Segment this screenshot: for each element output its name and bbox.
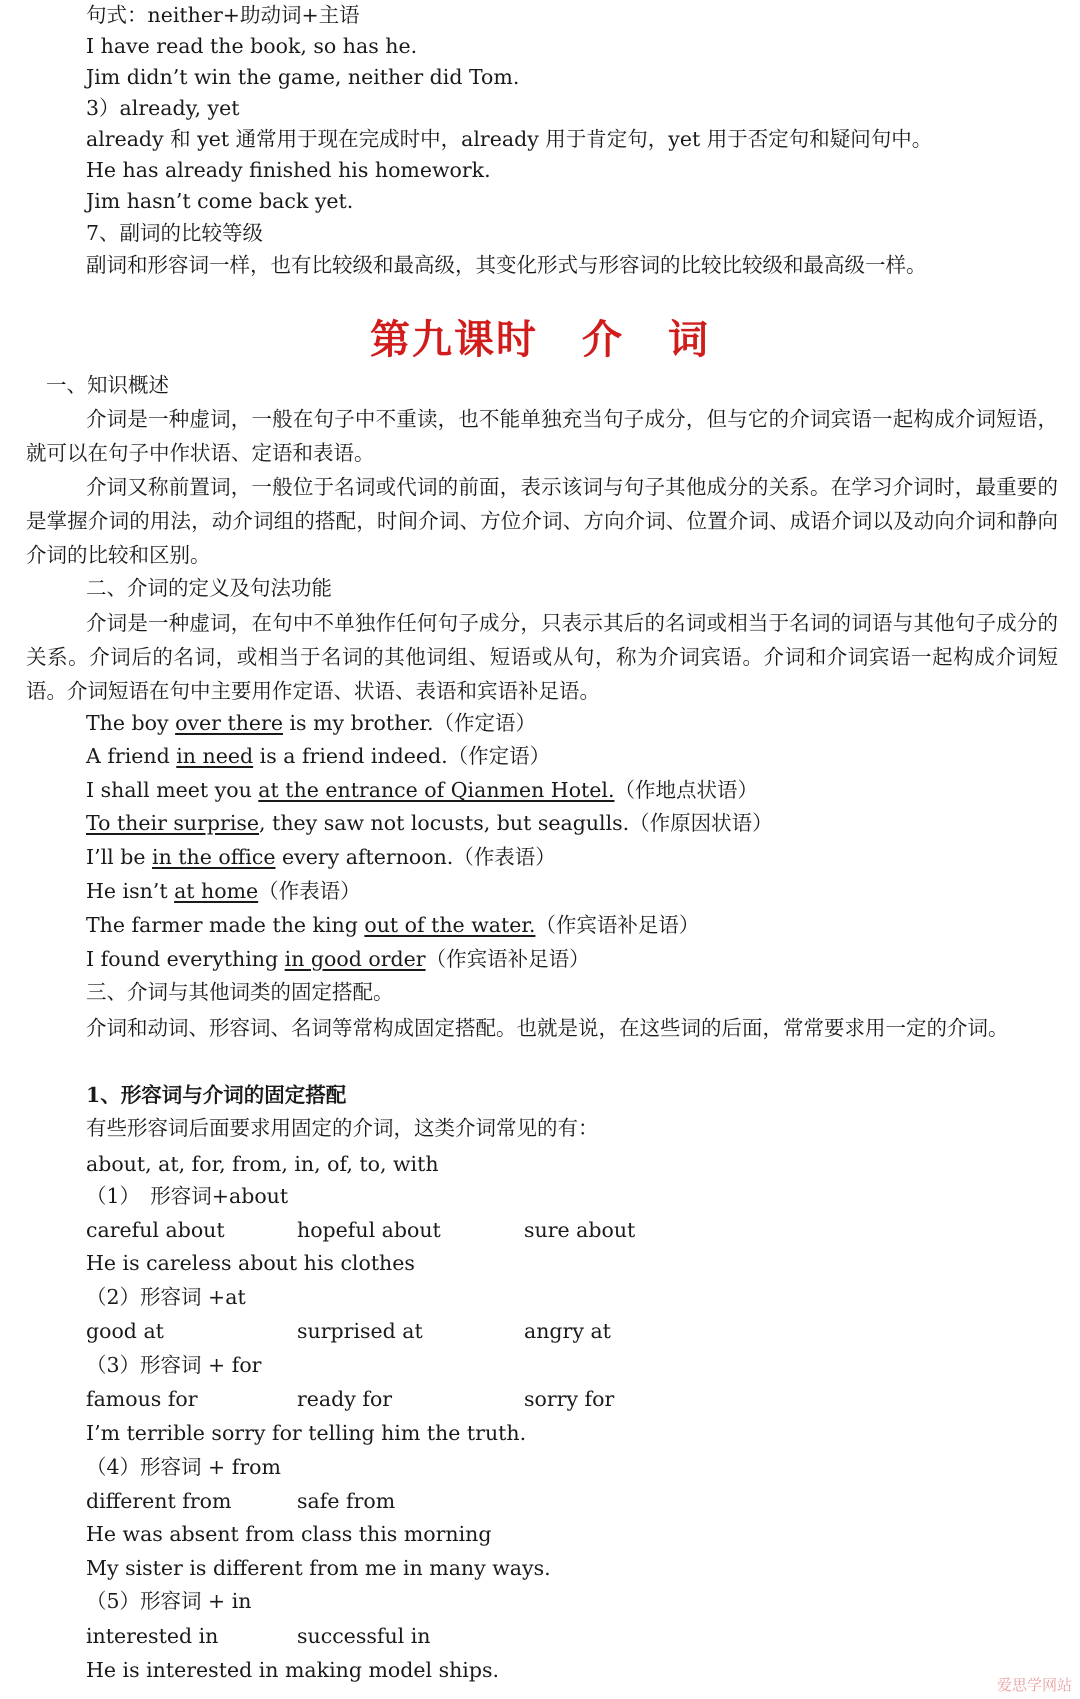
- collocation: successful in: [297, 1624, 431, 1648]
- collocation: sorry for: [524, 1387, 615, 1411]
- example-sentence: A friend in need is a friend indeed.（作定语）: [86, 744, 551, 768]
- example-sentence: I’ll be in the office every afternoon.（作表语）: [86, 845, 556, 869]
- example-sentence: The farmer made the king out of the water.（作宾语补足语）: [86, 913, 700, 937]
- collocation: different from: [86, 1489, 232, 1513]
- lesson-title: [0, 308, 1080, 365]
- collocation: interested in: [86, 1624, 219, 1648]
- title-part: 介: [582, 317, 624, 363]
- collocation: hopeful about: [297, 1218, 441, 1242]
- example-sentence: He was absent from class this morning: [86, 1522, 492, 1546]
- group-label: （3）形容词 + for: [86, 1353, 262, 1377]
- title-part: 第九课时: [370, 317, 538, 363]
- preposition-list: about, at, for, from, in, of, to, with: [86, 1152, 439, 1176]
- section-heading: 一、知识概述: [46, 373, 169, 397]
- watermark: 爱思学网站: [996, 1676, 1072, 1694]
- paragraph: 介词和动词、形容词、名词等常构成固定搭配。也就是说，在这些词的后面，常常要求用一定的介词。: [86, 1016, 1009, 1040]
- text-line: Jim didn’t win the game, neither did Tom.: [86, 65, 520, 89]
- example-sentence: He isn’t at home（作表语）: [86, 879, 361, 903]
- example-sentence: He is interested in making model ships.: [86, 1658, 500, 1682]
- text-line: already 和 yet 通常用于现在完成时中，already 用于肯定句，yet 用于否定句和疑问句中。: [86, 127, 933, 151]
- collocation: famous for: [86, 1387, 198, 1411]
- collocation: careful about: [86, 1218, 225, 1242]
- section-heading: 三、介词与其他词类的固定搭配。: [86, 980, 394, 1004]
- text-line: 副词和形容词一样，也有比较级和最高级，其变化形式与形容词的比较比较级和最高级一样。: [86, 253, 927, 277]
- collocation: angry at: [524, 1319, 611, 1343]
- example-sentence: He is careless about his clothes: [86, 1251, 415, 1275]
- group-label: （4）形容词 + from: [86, 1455, 281, 1479]
- collocation: ready for: [297, 1387, 393, 1411]
- text-line: Jim hasn’t come back yet.: [86, 189, 354, 213]
- group-label: （2）形容词 +at: [86, 1285, 246, 1309]
- group-label: （5）形容词 + in: [86, 1589, 252, 1613]
- text-line: I have read the book, so has he.: [86, 34, 418, 58]
- text-line: He has already finished his homework.: [86, 158, 491, 182]
- collocation: sure about: [524, 1218, 636, 1242]
- example-sentence: To their surprise, they saw not locusts, but seagulls.（作原因状语）: [86, 811, 773, 835]
- text-line: 7、副词的比较等级: [86, 221, 264, 245]
- paragraph: 介词是一种虚词，一般在句子中不重读，也不能单独充当句子成分，但与它的介词宾语一起构成介词短语，就可以在句子中作状语、定语和表语。: [26, 407, 1058, 465]
- paragraph: 介词是一种虚词，在句中不单独作任何句子成分，只表示其后的名词或相当于名词的词语与其他句子成分的关系。介词后的名词，或相当于名词的其他词组、短语或从句，称为介词宾语。介词和介词宾语一起构成介词短语。介词短语在句中主要用作定语、状语、表语和宾语补足语。: [26, 611, 1058, 703]
- section-heading: 二、介词的定义及句法功能: [86, 576, 332, 600]
- paragraph: 介词又称前置词，一般位于名词或代词的前面，表示该词与句子其他成分的关系。在学习介词时，最重要的是掌握介词的用法，动介词组的搭配，时间介词、方位介词、方向介词、位置介词、成语介词以及动向介词和静向介词的比较和区别。: [26, 475, 1058, 567]
- collocation: surprised at: [297, 1319, 423, 1343]
- title-part: 词: [668, 317, 710, 363]
- collocation: safe from: [297, 1489, 396, 1513]
- text-line: 3）already, yet: [86, 96, 240, 120]
- text-line: 有些形容词后面要求用固定的介词，这类介词常见的有：: [86, 1116, 599, 1140]
- example-sentence: The boy over there is my brother.（作定语）: [86, 711, 537, 735]
- collocation: good at: [86, 1319, 164, 1343]
- example-sentence: I shall meet you at the entrance of Qianmen Hotel.（作地点状语）: [86, 778, 758, 802]
- group-label: （1） 形容词+about: [86, 1184, 289, 1208]
- text-line: 句式：neither+助动词+主语: [86, 3, 360, 27]
- example-sentence: I found everything in good order（作宾语补足语）: [86, 947, 590, 971]
- example-sentence: I’m terrible sorry for telling him the truth.: [86, 1421, 527, 1445]
- sub-heading: 1、形容词与介词的固定搭配: [86, 1083, 347, 1107]
- example-sentence: My sister is different from me in many ways.: [86, 1556, 551, 1580]
